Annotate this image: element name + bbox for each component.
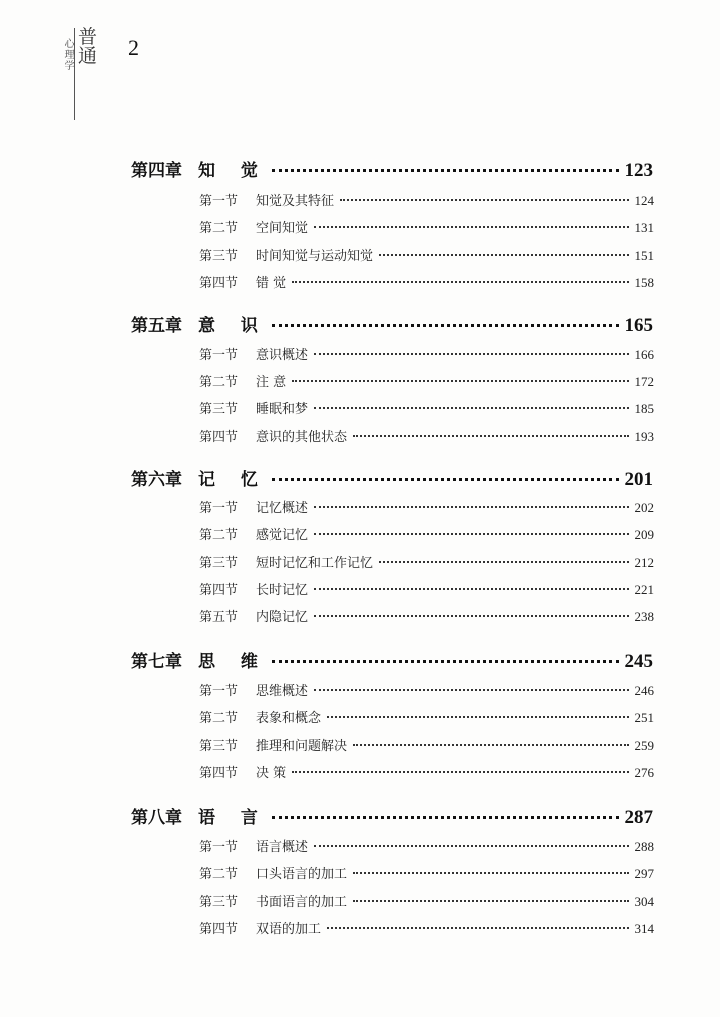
dot-leader xyxy=(353,872,628,874)
section-page: 259 xyxy=(634,738,654,753)
toc-section[interactable] xyxy=(199,707,654,729)
section-page: 276 xyxy=(634,765,654,780)
section-title: 短时记忆和工作记忆 xyxy=(256,556,374,571)
toc-section[interactable] xyxy=(199,762,654,784)
dot-leader xyxy=(292,771,628,773)
dot-leader xyxy=(272,660,619,663)
section-title: 意识的其他状态 xyxy=(256,430,348,445)
toc-section[interactable] xyxy=(199,371,654,393)
section-title: 书面语言的加工 xyxy=(256,895,348,910)
section-page: 297 xyxy=(634,866,654,881)
dot-leader xyxy=(379,254,628,256)
section-number: 第三节 xyxy=(199,249,239,264)
dot-leader xyxy=(353,435,628,437)
chapter-page: 287 xyxy=(624,807,653,828)
dot-leader xyxy=(314,353,628,355)
section-number: 第二节 xyxy=(199,221,239,236)
section-page: 172 xyxy=(634,374,654,389)
section-title: 意识概述 xyxy=(256,348,309,363)
dot-leader xyxy=(379,561,628,563)
section-title: 空间知觉 xyxy=(256,221,309,236)
section-number: 第二节 xyxy=(199,711,239,726)
toc-section[interactable] xyxy=(199,552,654,574)
dot-leader xyxy=(327,927,628,929)
dot-leader xyxy=(292,380,628,382)
section-number: 第四节 xyxy=(199,583,239,598)
toc-section[interactable] xyxy=(199,735,654,757)
section-title: 思维概述 xyxy=(256,684,309,699)
dot-leader xyxy=(314,506,628,508)
section-page: 151 xyxy=(634,248,654,263)
section-page: 166 xyxy=(634,347,654,362)
dot-leader xyxy=(314,689,628,691)
toc-section[interactable] xyxy=(199,272,654,294)
dot-leader xyxy=(314,533,628,535)
dot-leader xyxy=(314,407,628,409)
section-page: 185 xyxy=(634,401,654,416)
dot-leader xyxy=(314,588,628,590)
section-number: 第四节 xyxy=(199,766,239,781)
section-number: 第二节 xyxy=(199,375,239,390)
section-title: 推理和问题解决 xyxy=(256,739,348,754)
book-title-mark xyxy=(60,26,98,90)
dot-leader xyxy=(314,845,628,847)
toc-chapter[interactable] xyxy=(131,156,653,186)
section-page: 251 xyxy=(634,710,654,725)
toc-chapter[interactable] xyxy=(131,311,653,341)
dot-leader xyxy=(327,716,628,718)
chapter-page: 201 xyxy=(624,469,653,490)
toc-section[interactable] xyxy=(199,217,654,239)
toc-section[interactable] xyxy=(199,245,654,267)
section-title: 内隐记忆 xyxy=(256,610,309,625)
section-page: 124 xyxy=(634,193,654,208)
chapter-number: 第八章 xyxy=(131,808,182,828)
chapter-page: 123 xyxy=(624,160,653,181)
dot-leader xyxy=(272,169,619,172)
section-title: 决 策 xyxy=(256,766,287,781)
section-number: 第四节 xyxy=(199,276,239,291)
chapter-page: 165 xyxy=(624,315,653,336)
dot-leader xyxy=(272,324,619,327)
section-page: 314 xyxy=(634,921,654,936)
section-page: 246 xyxy=(634,683,654,698)
chapter-title: 记 忆 xyxy=(198,470,268,490)
chapter-number: 第五章 xyxy=(131,316,182,336)
chapter-number: 第六章 xyxy=(131,470,182,490)
chapter-title: 思 维 xyxy=(198,652,268,672)
toc-section[interactable] xyxy=(199,918,654,940)
section-page: 212 xyxy=(634,555,654,570)
toc-section[interactable] xyxy=(199,190,654,212)
chapter-title: 知 觉 xyxy=(198,161,268,181)
section-number: 第三节 xyxy=(199,895,239,910)
chapter-number: 第四章 xyxy=(131,161,182,181)
dot-leader xyxy=(353,900,628,902)
toc-section[interactable] xyxy=(199,863,654,885)
section-title: 口头语言的加工 xyxy=(256,867,348,882)
section-number: 第三节 xyxy=(199,402,239,417)
dot-leader xyxy=(314,226,628,228)
section-number: 第一节 xyxy=(199,501,239,516)
chapter-title: 语 言 xyxy=(198,808,268,828)
section-title: 语言概述 xyxy=(256,840,309,855)
toc-section[interactable] xyxy=(199,606,654,628)
dot-leader xyxy=(340,199,628,201)
section-title: 时间知觉与运动知觉 xyxy=(256,249,374,264)
section-title: 记忆概述 xyxy=(256,501,309,516)
section-page: 202 xyxy=(634,500,654,515)
dot-leader xyxy=(272,478,619,481)
section-page: 209 xyxy=(634,527,654,542)
toc-section[interactable] xyxy=(199,524,654,546)
toc-section[interactable] xyxy=(199,579,654,601)
section-number: 第三节 xyxy=(199,739,239,754)
section-number: 第四节 xyxy=(199,922,239,937)
section-page: 238 xyxy=(634,609,654,624)
section-title: 知觉及其特征 xyxy=(256,194,335,209)
dot-leader xyxy=(292,281,628,283)
book-subtitle: 心理学 xyxy=(62,38,73,71)
section-number: 第一节 xyxy=(199,684,239,699)
section-title: 睡眠和梦 xyxy=(256,402,309,417)
section-title: 错 觉 xyxy=(256,276,287,291)
toc-section[interactable] xyxy=(199,344,654,366)
page-number: 2 xyxy=(128,35,139,60)
dot-leader xyxy=(314,615,628,617)
section-number: 第三节 xyxy=(199,556,239,571)
toc-section[interactable] xyxy=(199,891,654,913)
toc-section[interactable] xyxy=(199,836,654,858)
section-title: 表象和概念 xyxy=(256,711,322,726)
section-page: 288 xyxy=(634,839,654,854)
section-title: 长时记忆 xyxy=(256,583,309,598)
toc-chapter[interactable] xyxy=(131,647,653,677)
section-page: 221 xyxy=(634,582,654,597)
header-divider xyxy=(74,28,75,120)
section-title: 注 意 xyxy=(256,375,287,390)
section-number: 第一节 xyxy=(199,840,239,855)
section-page: 158 xyxy=(634,275,654,290)
section-number: 第二节 xyxy=(199,528,239,543)
section-number: 第一节 xyxy=(199,194,239,209)
section-title: 双语的加工 xyxy=(256,922,322,937)
section-number: 第一节 xyxy=(199,348,239,363)
book-title: 普通 xyxy=(78,26,98,67)
chapter-page: 245 xyxy=(624,651,653,672)
dot-leader xyxy=(272,816,619,819)
section-number: 第五节 xyxy=(199,610,239,625)
section-number: 第四节 xyxy=(199,430,239,445)
chapter-title: 意 识 xyxy=(198,316,268,336)
dot-leader xyxy=(353,744,628,746)
toc-section[interactable] xyxy=(199,680,654,702)
toc-chapter[interactable] xyxy=(131,803,653,833)
toc-section[interactable] xyxy=(199,497,654,519)
toc-section[interactable] xyxy=(199,426,654,448)
section-page: 193 xyxy=(634,429,654,444)
toc-chapter[interactable] xyxy=(131,465,653,495)
toc-section[interactable] xyxy=(199,398,654,420)
chapter-number: 第七章 xyxy=(131,652,182,672)
section-number: 第二节 xyxy=(199,867,239,882)
section-title: 感觉记忆 xyxy=(256,528,309,543)
section-page: 304 xyxy=(634,894,654,909)
section-page: 131 xyxy=(634,220,654,235)
